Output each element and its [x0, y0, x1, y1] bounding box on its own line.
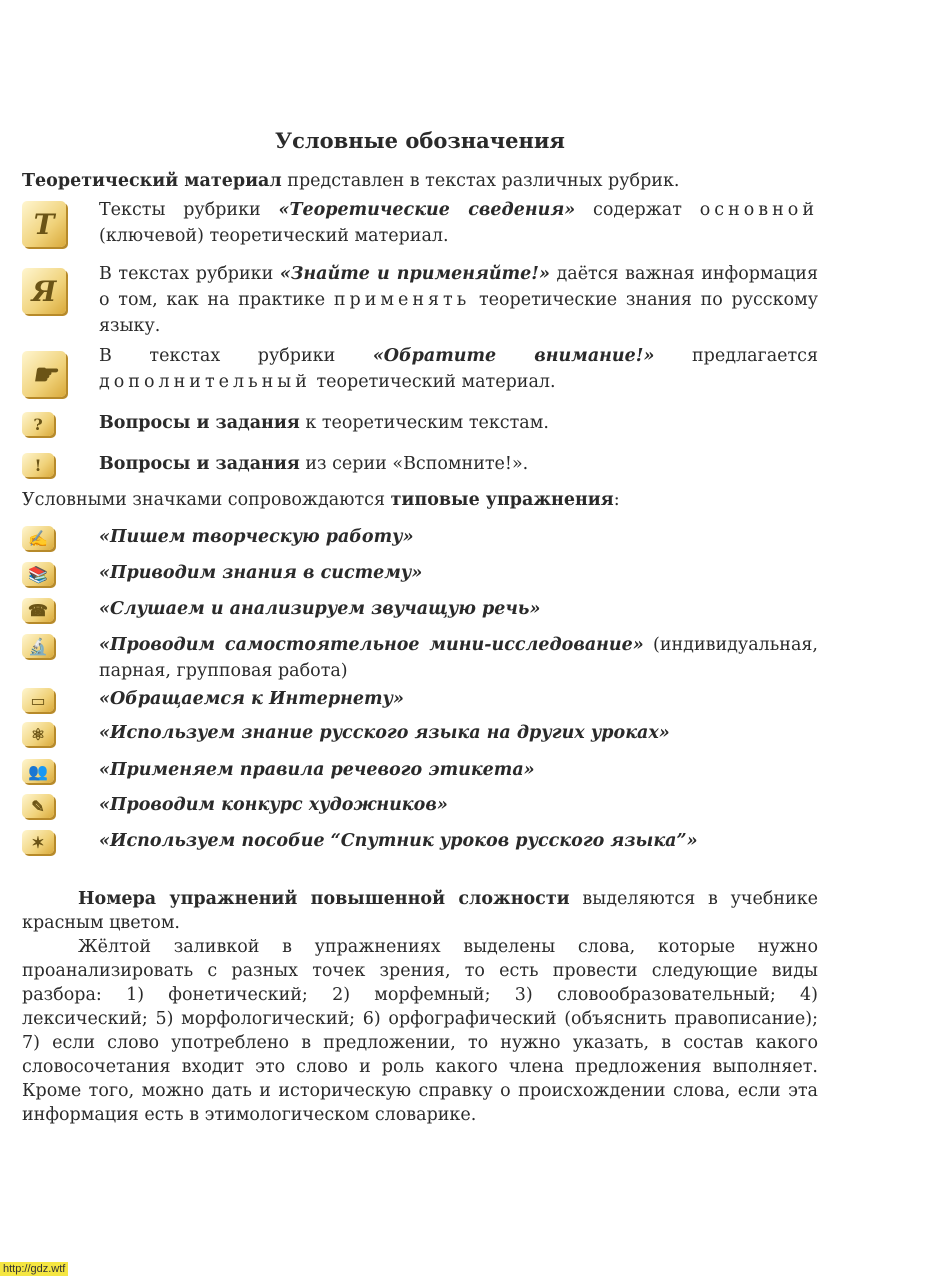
- exercise-type: [99, 720, 818, 746]
- rubric-name: «Обратите внимание!»: [372, 346, 655, 366]
- bold: Вопросы и задания: [99, 413, 300, 433]
- satellite-icon: ✶: [22, 830, 54, 854]
- key-icon: T: [22, 201, 66, 247]
- intro-rest: представлен в текстах различных рубрик.: [281, 171, 680, 191]
- exercise-type: [99, 560, 818, 586]
- text: выделяются в учебнике красным цветом.: [22, 889, 818, 933]
- rubric-attention: [99, 343, 818, 395]
- exercise-type: [99, 828, 818, 854]
- note-yellow-fill: Жёлтой заливкой в упражнениях выделены слова, которые нужно проанализировать с разных точек зрения, то есть провести следующие виды разбора: 1) фонетический; 2) морфемный; 3) словообразовательный; 4) лексический; 5) морфологический; 6) орфографический (объяснить правописание); 7) если слово употреблено в предложении, то нужно указать, в состав какого словосочетания входит это слово и роль какого члена предложения выполняет. Кроме того, можно дать и историческую справку о происхождении слова, если эта информация есть в этимологическом словарике.: [22, 937, 818, 1125]
- atom-icon: ⚛: [22, 722, 54, 746]
- exercise-type: [99, 596, 818, 622]
- exercise-type: [99, 524, 818, 550]
- rubric-name: «Знайте и применяйте!»: [279, 264, 550, 284]
- text: предлагается: [654, 346, 819, 366]
- exclamation-icon: !: [22, 453, 54, 477]
- ya-letter-icon: Я: [22, 268, 66, 314]
- text: :: [613, 490, 620, 510]
- intro-bold: Теоретический материал: [22, 171, 282, 191]
- bold: Вопросы и задания: [99, 454, 300, 474]
- exercise-name: «Обращаемся к Интернету»: [99, 689, 404, 709]
- text: из серии «Вспомните!».: [299, 454, 529, 474]
- computer-icon: ▭: [22, 688, 54, 712]
- spaced-word: основной: [699, 200, 818, 220]
- text: (ключевой) теоретический материал.: [99, 226, 449, 246]
- exercise-name: «Пишем творческую работу»: [99, 527, 414, 547]
- text: Тексты рубрики: [99, 200, 279, 220]
- text: (индивидуальная, парная, групповая работа): [99, 635, 818, 681]
- text: В текстах рубрики: [99, 264, 280, 284]
- people-icon: 👥: [22, 759, 54, 783]
- questions-theory: [99, 410, 818, 436]
- note-hard-exercises: [22, 887, 818, 935]
- exercise-name: «Используем знание русского языка на других уроках»: [99, 723, 670, 743]
- intro-text: [22, 168, 818, 194]
- exercise-name: «Используем пособие “Спутник уроков русского языка”»: [99, 831, 698, 851]
- pointing-hand-icon: ☛: [22, 351, 66, 397]
- pencil-brush-icon: ✎: [22, 794, 54, 818]
- bold: Номера упражнений повышенной сложности: [78, 889, 570, 909]
- rubric-know-apply: [99, 261, 818, 339]
- writing-icon: ✍: [22, 526, 54, 550]
- text: теоретические знания по русскому языку.: [99, 290, 818, 336]
- text: к теоретическим текстам.: [299, 413, 549, 433]
- rubric-theory: [99, 197, 818, 249]
- text: В текстах рубрики: [99, 346, 373, 366]
- exercise-name: «Приводим знания в систему»: [99, 563, 423, 583]
- watermark-link[interactable]: http://gdz.wtf: [0, 1262, 68, 1276]
- exercise-type: [99, 632, 818, 684]
- questions-remember: [99, 451, 818, 477]
- exercise-type: [99, 757, 818, 783]
- text: Условными значками сопровождаются: [22, 490, 391, 510]
- rubric-name: «Теоретические сведения»: [278, 200, 576, 220]
- exercise-name: «Проводим самостоятельное мини-исследование»: [99, 635, 644, 655]
- page-title: Условные обозначения: [275, 128, 565, 153]
- text: содержат: [575, 200, 700, 220]
- phone-icon: ☎: [22, 598, 54, 622]
- exercise-type: [99, 686, 818, 712]
- question-icon: ?: [22, 412, 54, 436]
- microscope-icon: 🔬: [22, 634, 54, 658]
- exercise-name: «Слушаем и анализируем звучащую речь»: [99, 599, 541, 619]
- text: теоретический материал.: [310, 372, 556, 392]
- books-icon: 📚: [22, 562, 54, 586]
- exercise-name: «Проводим конкурс художников»: [99, 795, 448, 815]
- spaced-word: применять: [333, 290, 471, 310]
- spaced-word: дополнительный: [99, 372, 311, 392]
- exercises-intro: [22, 487, 818, 513]
- bold: типовые упражнения: [390, 490, 614, 510]
- text: даётся важная информация о том, как на практике: [99, 264, 818, 310]
- exercise-name: «Применяем правила речевого этикета»: [99, 760, 535, 780]
- exercise-type: [99, 792, 818, 818]
